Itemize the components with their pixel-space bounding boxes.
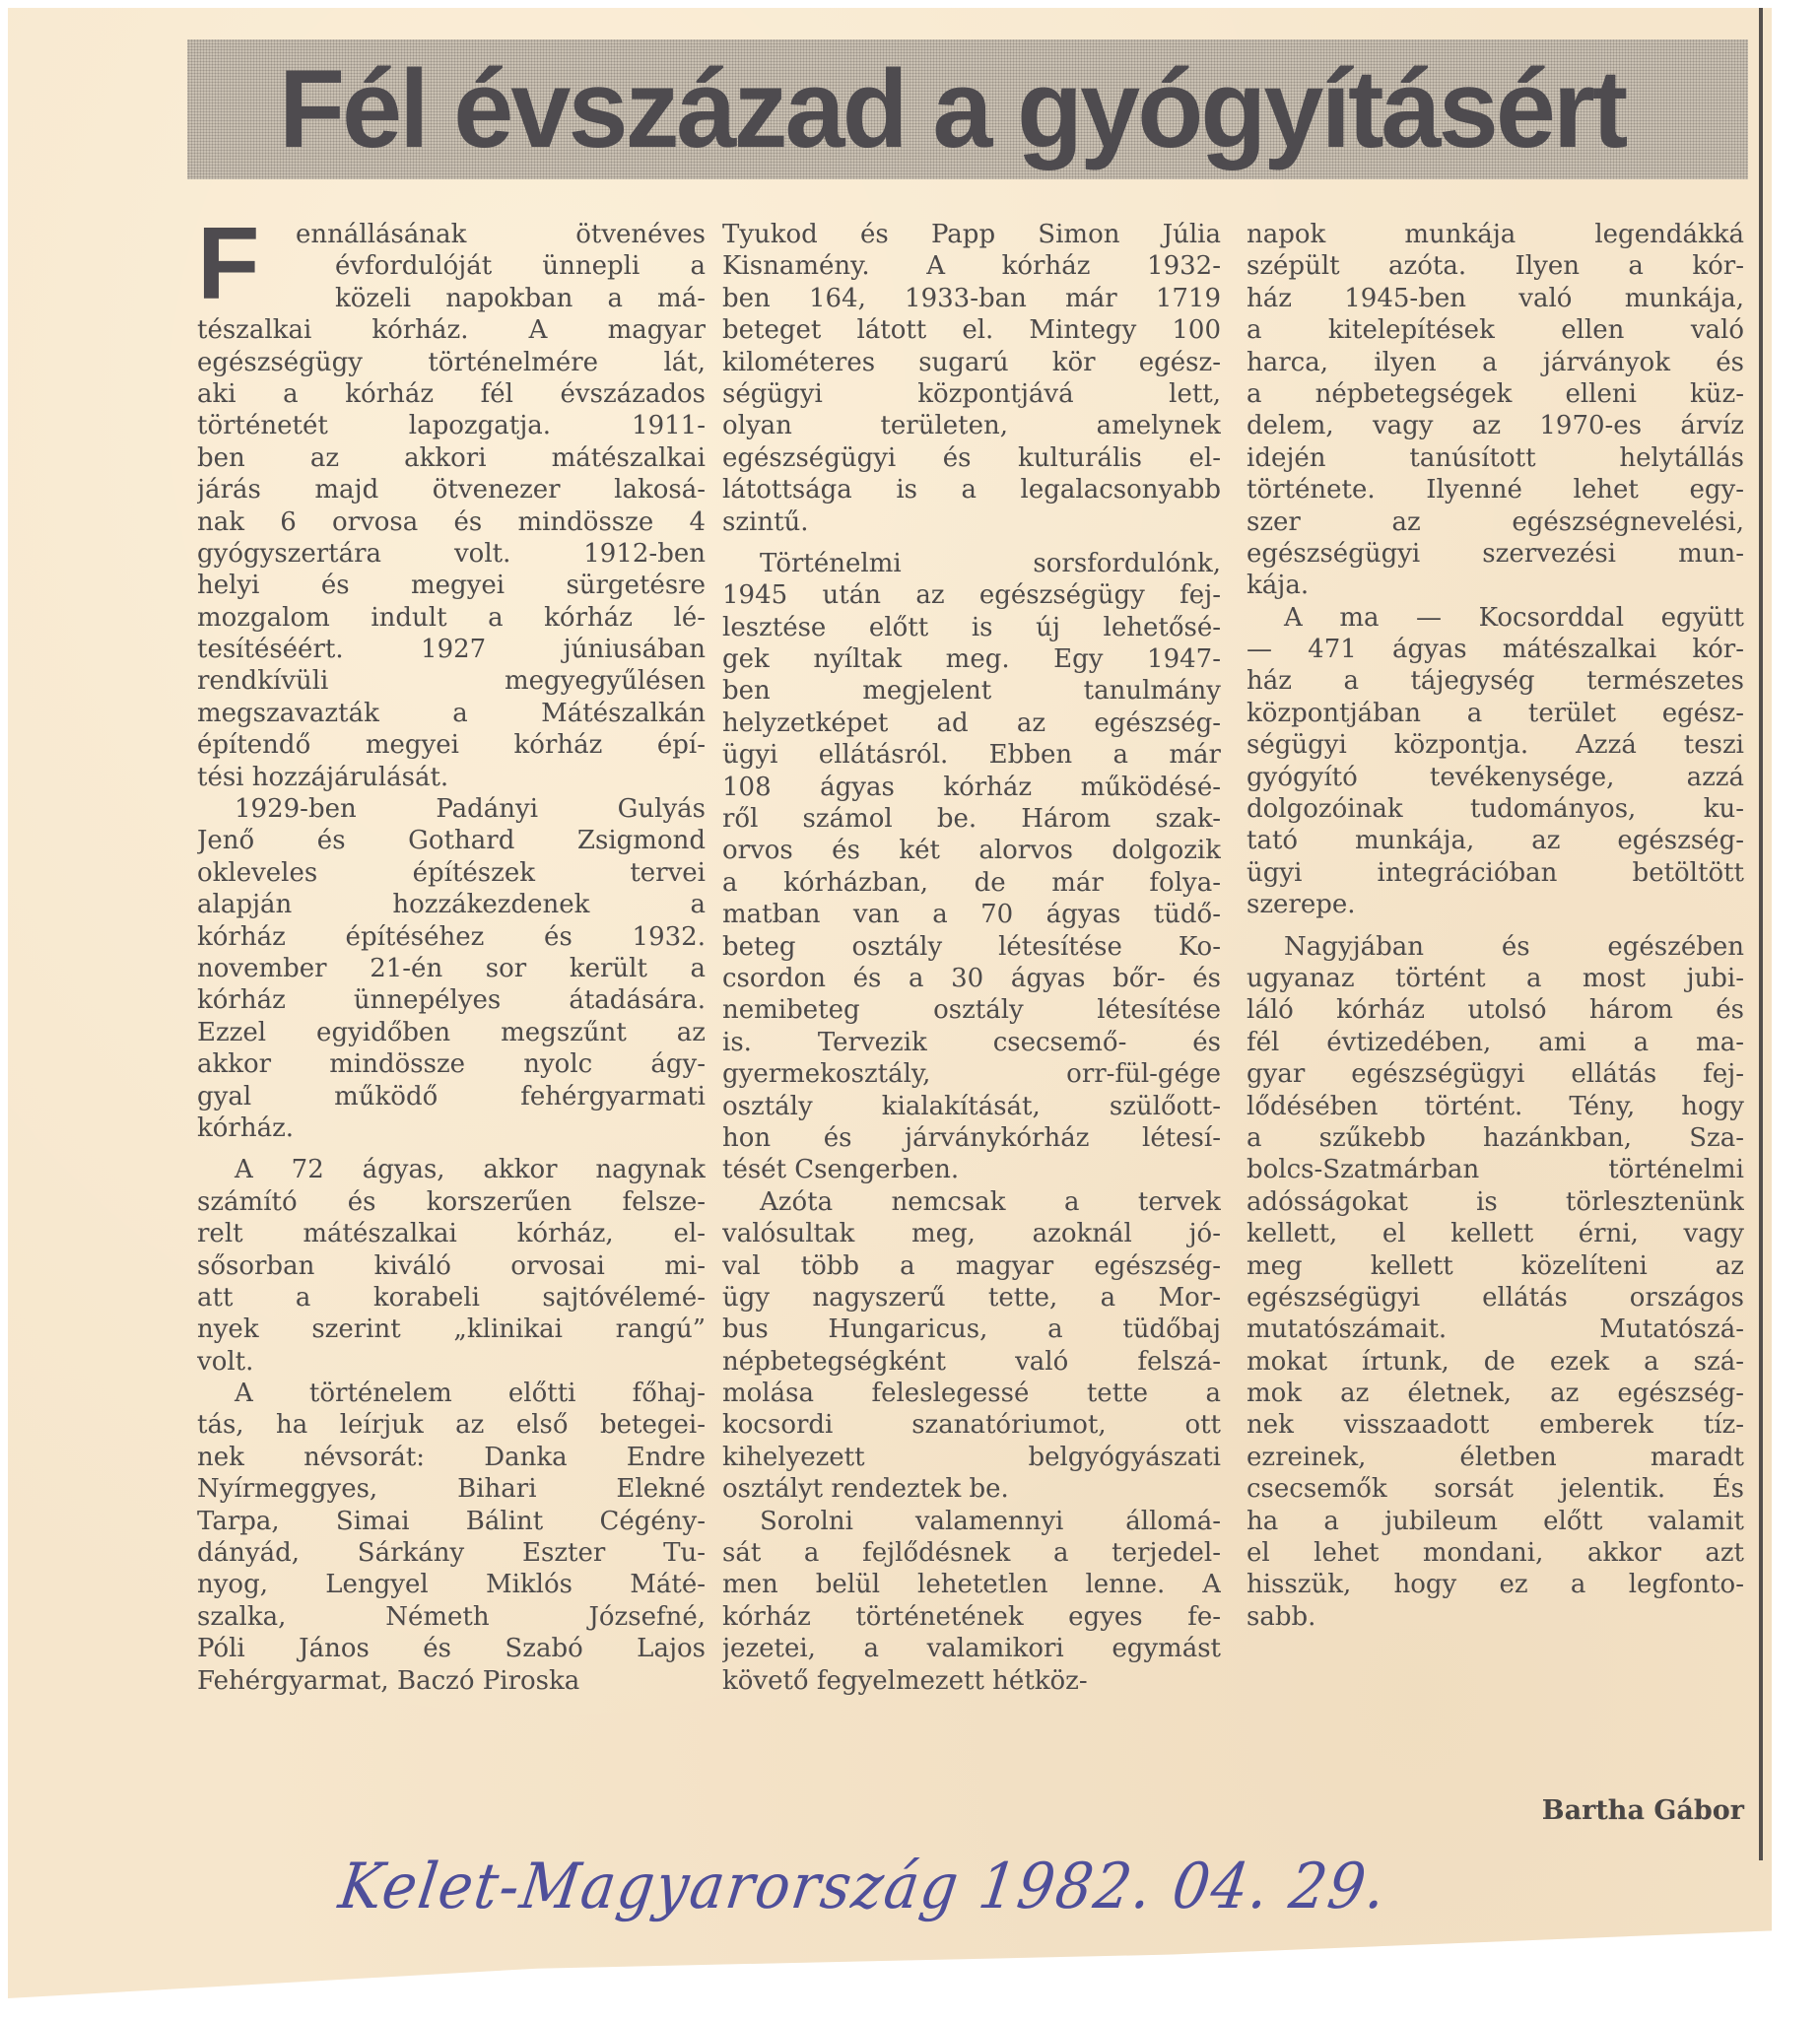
article-text-line: a népbetegségek elleni küz- xyxy=(1247,378,1744,409)
article-text-line: kihelyezett belgyógyászati xyxy=(722,1442,1221,1472)
article-text-line: megszavazták a Mátészalkán xyxy=(197,698,706,728)
article-text-line: is. Tervezik csecsemő- és xyxy=(722,1027,1221,1057)
article-text-line: tató munkája, az egészség- xyxy=(1247,826,1744,856)
article-text-line: gyógyító tevékenysége, azzá xyxy=(1247,762,1744,792)
article-text-line: alapján hozzákezdenek a xyxy=(197,890,706,920)
article-text-line: Kisnamény. A kórház 1932- xyxy=(722,251,1221,282)
article-text-line: sabb. xyxy=(1247,1601,1316,1632)
article-text-line: ségügyi központjává lett, xyxy=(722,378,1221,409)
article-text-line: osztály kialakítását, szülőott- xyxy=(722,1091,1221,1121)
article-text-line: csecsemők sorsát jelentik. És xyxy=(1247,1474,1744,1505)
article-text-line: tás, ha leírjuk az első betegei- xyxy=(197,1410,706,1441)
article-text-line: bolcs-Szatmárban történelmi xyxy=(1247,1155,1744,1185)
article-text-line: men belül lehetetlen lenne. A xyxy=(722,1570,1221,1600)
article-text-line: nemibeteg osztály létesítése xyxy=(722,995,1221,1026)
article-text-line: ház a tájegység természetes xyxy=(1247,666,1744,697)
article-text-line: látottsága is a legalacsonyabb xyxy=(722,475,1221,505)
article-text-line: nyog, Lengyel Miklós Máté- xyxy=(197,1570,706,1600)
article-text-line: lesztése előtt is új lehetősé- xyxy=(722,612,1221,642)
article-text-line: 108 ágyas kórház működésé- xyxy=(722,772,1221,802)
article-text-line: hisszük, hogy ez a legfonto- xyxy=(1247,1570,1744,1600)
article-text-line: tési hozzájárulását. xyxy=(197,762,449,792)
article-text-line: a szűkebb hazánkban, Sza- xyxy=(1247,1122,1744,1153)
article-text-line: gyógyszertára volt. 1912-ben xyxy=(197,538,706,569)
article-text-line: története. Ilyenné lehet egy- xyxy=(1247,475,1744,505)
article-text-line: gyal működő fehérgyarmati xyxy=(197,1081,706,1112)
headline: Fél évszázad a gyógyításért xyxy=(278,47,1626,170)
article-text-line: harca, ilyen a járványok és xyxy=(1247,347,1744,377)
article-text-line: szerepe. xyxy=(1247,890,1356,920)
column-border-rule xyxy=(1759,8,1763,1860)
article-text-line: kórház. xyxy=(197,1112,295,1143)
article-text-line: dolgozóinak tudományos, ku- xyxy=(1247,794,1744,825)
article-text-line: okleveles építészek tervei xyxy=(197,857,706,888)
article-text-line: csordon és a 30 ágyas bőr- és xyxy=(722,963,1221,993)
article-text-line: helyzetképet ad az egészség- xyxy=(722,707,1221,738)
article-text-line: ben az akkori mátészalkai xyxy=(197,442,706,473)
article-text-line: tesítéséért. 1927 júniusában xyxy=(197,635,706,665)
article-text-line: val több a magyar egészség- xyxy=(722,1250,1221,1281)
article-text-line: mokat írtunk, de ezek a szá- xyxy=(1247,1346,1744,1377)
article-text-line: egészségügyi ellátás országos xyxy=(1247,1282,1744,1313)
article-text-line: relt mátészalkai kórház, el- xyxy=(197,1219,706,1249)
article-text-line: Nagyjában és egészében xyxy=(1284,931,1744,962)
article-text-line: Póli János és Szabó Lajos xyxy=(197,1634,706,1664)
article-text-line: delem, vagy az 1970-es árvíz xyxy=(1247,411,1744,441)
paragraph-gap xyxy=(1247,921,1744,931)
article-text-line: osztályt rendeztek be. xyxy=(722,1474,1009,1505)
article-text-line: fél évtizedében, ami a ma- xyxy=(1247,1027,1744,1057)
article-text-line: ügy nagyszerű tette, a Mor- xyxy=(722,1282,1221,1313)
article-text-line: november 21-én sor került a xyxy=(197,953,706,983)
article-text-line: kórház ünnepélyes átadására. xyxy=(197,985,706,1016)
article-text-line: bus Hungaricus, a tüdőbaj xyxy=(722,1314,1221,1345)
article-text-line: valósultak meg, azoknál jó- xyxy=(722,1219,1221,1249)
article-text-line: nyek szerint „klinikai rangú” xyxy=(197,1314,706,1345)
article-text-line: 1945 után az egészségügy fej- xyxy=(722,580,1221,611)
article-text-line: ről számol be. Három szak- xyxy=(722,804,1221,835)
article-text-line: 1929-ben Padányi Gulyás xyxy=(235,794,706,825)
article-text-line: lődésében történt. Tény, hogy xyxy=(1247,1091,1744,1121)
article-text-line: mok az életnek, az egészség- xyxy=(1247,1379,1744,1409)
article-column-1 xyxy=(197,207,706,1697)
article-text-line: hon és járványkórház létesí- xyxy=(722,1122,1221,1153)
article-text-line: helyi és megyei sürgetésre xyxy=(197,571,706,601)
handwritten-source-date: Kelet-Magyarország 1982. 04. 29. xyxy=(334,1849,1392,1923)
article-text-line: mozgalom indult a kórház lé- xyxy=(197,602,706,633)
article-text-line: meg kellett közelíteni az xyxy=(1247,1250,1744,1281)
article-text-line: ügyi ellátásról. Ebben a már xyxy=(722,740,1221,771)
article-text-line: kocsordi szanatóriumot, ott xyxy=(722,1410,1221,1441)
article-text-line: Tyukod és Papp Simon Júlia xyxy=(722,220,1221,249)
article-text-line: A 72 ágyas, akkor nagynak xyxy=(235,1155,706,1185)
paragraph-gap xyxy=(197,1144,706,1154)
article-text-line: ségügyi központja. Azzá teszi xyxy=(1247,730,1744,761)
article-text-line: ennállásának ötvenéves xyxy=(296,220,706,249)
article-text-line: att a korabeli sajtóvélemé- xyxy=(197,1282,706,1313)
article-text-line: szalka, Németh Józsefné, xyxy=(197,1601,706,1632)
article-text-line: aki a kórház fél évszázados xyxy=(197,378,706,409)
article-text-line: kilométeres sugarú kör egész- xyxy=(722,347,1221,377)
article-text-line: idején tanúsított helytállás xyxy=(1247,442,1744,473)
article-text-line: szépült azóta. Ilyen a kór- xyxy=(1247,251,1744,282)
article-text-line: beteget látott el. Mintegy 100 xyxy=(722,315,1221,346)
article-text-line: Sorolni valamennyi állomá- xyxy=(760,1506,1221,1536)
article-text-line: ház 1945-ben való munkája, xyxy=(1247,283,1744,313)
article-text-line: volt. xyxy=(197,1346,254,1377)
article-text-line: Jenő és Gothard Zsigmond xyxy=(197,826,706,856)
article-text-line: ugyanaz történt a most jubi- xyxy=(1247,963,1744,993)
article-text-line: Azóta nemcsak a tervek xyxy=(760,1186,1221,1217)
article-text-line: közeli napokban a má- xyxy=(335,283,706,313)
article-text-line: szer az egészségnevelési, xyxy=(1247,506,1744,537)
article-text-line: gyermekosztály, orr-fül-gége xyxy=(722,1059,1221,1090)
article-text-line: népbetegségként való felszá- xyxy=(722,1346,1221,1377)
article-text-line: Nyírmeggyes, Bihari Elekné xyxy=(197,1474,706,1505)
article-text-line: dányád, Sárkány Eszter Tu- xyxy=(197,1538,706,1569)
article-text-line: orvos és két alorvos dolgozik xyxy=(722,836,1221,866)
article-text-line: jezetei, a valamikori egymást xyxy=(722,1634,1221,1664)
article-text-line: napok munkája legendákká xyxy=(1247,220,1744,249)
article-text-line: akkor mindössze nyolc ágy- xyxy=(197,1049,706,1080)
article-text-line: történetét lapozgatja. 1911- xyxy=(197,411,706,441)
article-text-line: építendő megyei kórház épí- xyxy=(197,730,706,761)
article-text-line: egészségügyi és kulturális el- xyxy=(722,442,1221,473)
article-text-line: a kórházban, de már folya- xyxy=(722,867,1221,898)
article-text-line: matban van a 70 ágyas tüdő- xyxy=(722,900,1221,930)
article-text-line: sősorban kiváló orvosai mi- xyxy=(197,1250,706,1281)
article-text-line: Történelmi sorsfordulónk, xyxy=(760,548,1221,578)
article-text-line: nak 6 orvosa és mindössze 4 xyxy=(197,506,706,537)
article-text-line: tészalkai kórház. A magyar xyxy=(197,315,706,346)
article-text-line: olyan területen, amelynek xyxy=(722,411,1221,441)
article-text-line: a kitelepítések ellen való xyxy=(1247,315,1744,346)
article-text-line: évfordulóját ünnepli a xyxy=(335,251,706,282)
article-text-line: mutatószámait. Mutatószá- xyxy=(1247,1314,1744,1345)
article-column-3 xyxy=(1247,219,1744,1633)
article-text-line: követő fegyelmezett hétköz- xyxy=(722,1665,1088,1696)
article-text-line: kája. xyxy=(1247,571,1310,601)
article-text-line: ben megjelent tanulmány xyxy=(722,676,1221,707)
article-text-line: kórház történetének egyes fe- xyxy=(722,1601,1221,1632)
article-text-line: gek nyíltak meg. Egy 1947- xyxy=(722,644,1221,675)
article-text-line: sát a fejlődésnek a terjedel- xyxy=(722,1538,1221,1569)
article-column-2 xyxy=(722,219,1221,1697)
article-text-line: ben 164, 1933-ban már 1719 xyxy=(722,283,1221,313)
article-text-line: gyar egészségügyi ellátás fej- xyxy=(1247,1059,1744,1090)
article-text-line: Ezzel egyidőben megszűnt az xyxy=(197,1017,706,1047)
article-text-line: Fehérgyarmat, Baczó Piroska xyxy=(197,1665,580,1696)
article-text-line: láló kórház utolsó három és xyxy=(1247,995,1744,1026)
article-text-line: egészségügyi szervezési mun- xyxy=(1247,538,1744,569)
article-text-line: molása feleslegessé tette a xyxy=(722,1379,1221,1409)
article-text-line: A történelem előtti főhaj- xyxy=(235,1379,706,1409)
article-text-line: A ma — Kocsorddal együtt xyxy=(1284,602,1744,633)
article-text-line: szintű. xyxy=(722,506,809,537)
article-text-line: járás majd ötvenezer lakosá- xyxy=(197,475,706,505)
article-text-line: központjában a terület egész- xyxy=(1247,698,1744,728)
article-text-line: egészségügy történelmére lát, xyxy=(197,347,706,377)
article-text-line: ügyi integrációban betöltött xyxy=(1247,857,1744,888)
article-text-line: nek visszaadott emberek tíz- xyxy=(1247,1410,1744,1441)
article-text-line: adósságokat is törlesztenünk xyxy=(1247,1186,1744,1217)
paragraph-gap xyxy=(722,538,1221,548)
article-text-line: — 471 ágyas mátészalkai kór- xyxy=(1247,635,1744,665)
article-text-line: ezreinek, életben maradt xyxy=(1247,1442,1744,1472)
drop-cap: F xyxy=(197,207,260,321)
article-text-line: el lehet mondani, akkor azt xyxy=(1247,1538,1744,1569)
article-text-line: kellett, el kellett érni, vagy xyxy=(1247,1219,1744,1249)
article-text-line: ha a jubileum előtt valamit xyxy=(1247,1506,1744,1536)
article-text-line: tését Csengerben. xyxy=(722,1155,960,1185)
article-text-line: rendkívüli megyegyűlésen xyxy=(197,666,706,697)
headline-banner xyxy=(187,39,1748,179)
article-text-line: kórház építéséhez és 1932. xyxy=(197,921,706,952)
author-byline: Bartha Gábor xyxy=(1541,1795,1744,1826)
article-text-line: Tarpa, Simai Bálint Cégény- xyxy=(197,1506,706,1536)
article-text-line: beteg osztály létesítése Ko- xyxy=(722,931,1221,962)
article-text-line: számító és korszerűen felsze- xyxy=(197,1186,706,1217)
article-text-line: nek névsorát: Danka Endre xyxy=(197,1442,706,1472)
